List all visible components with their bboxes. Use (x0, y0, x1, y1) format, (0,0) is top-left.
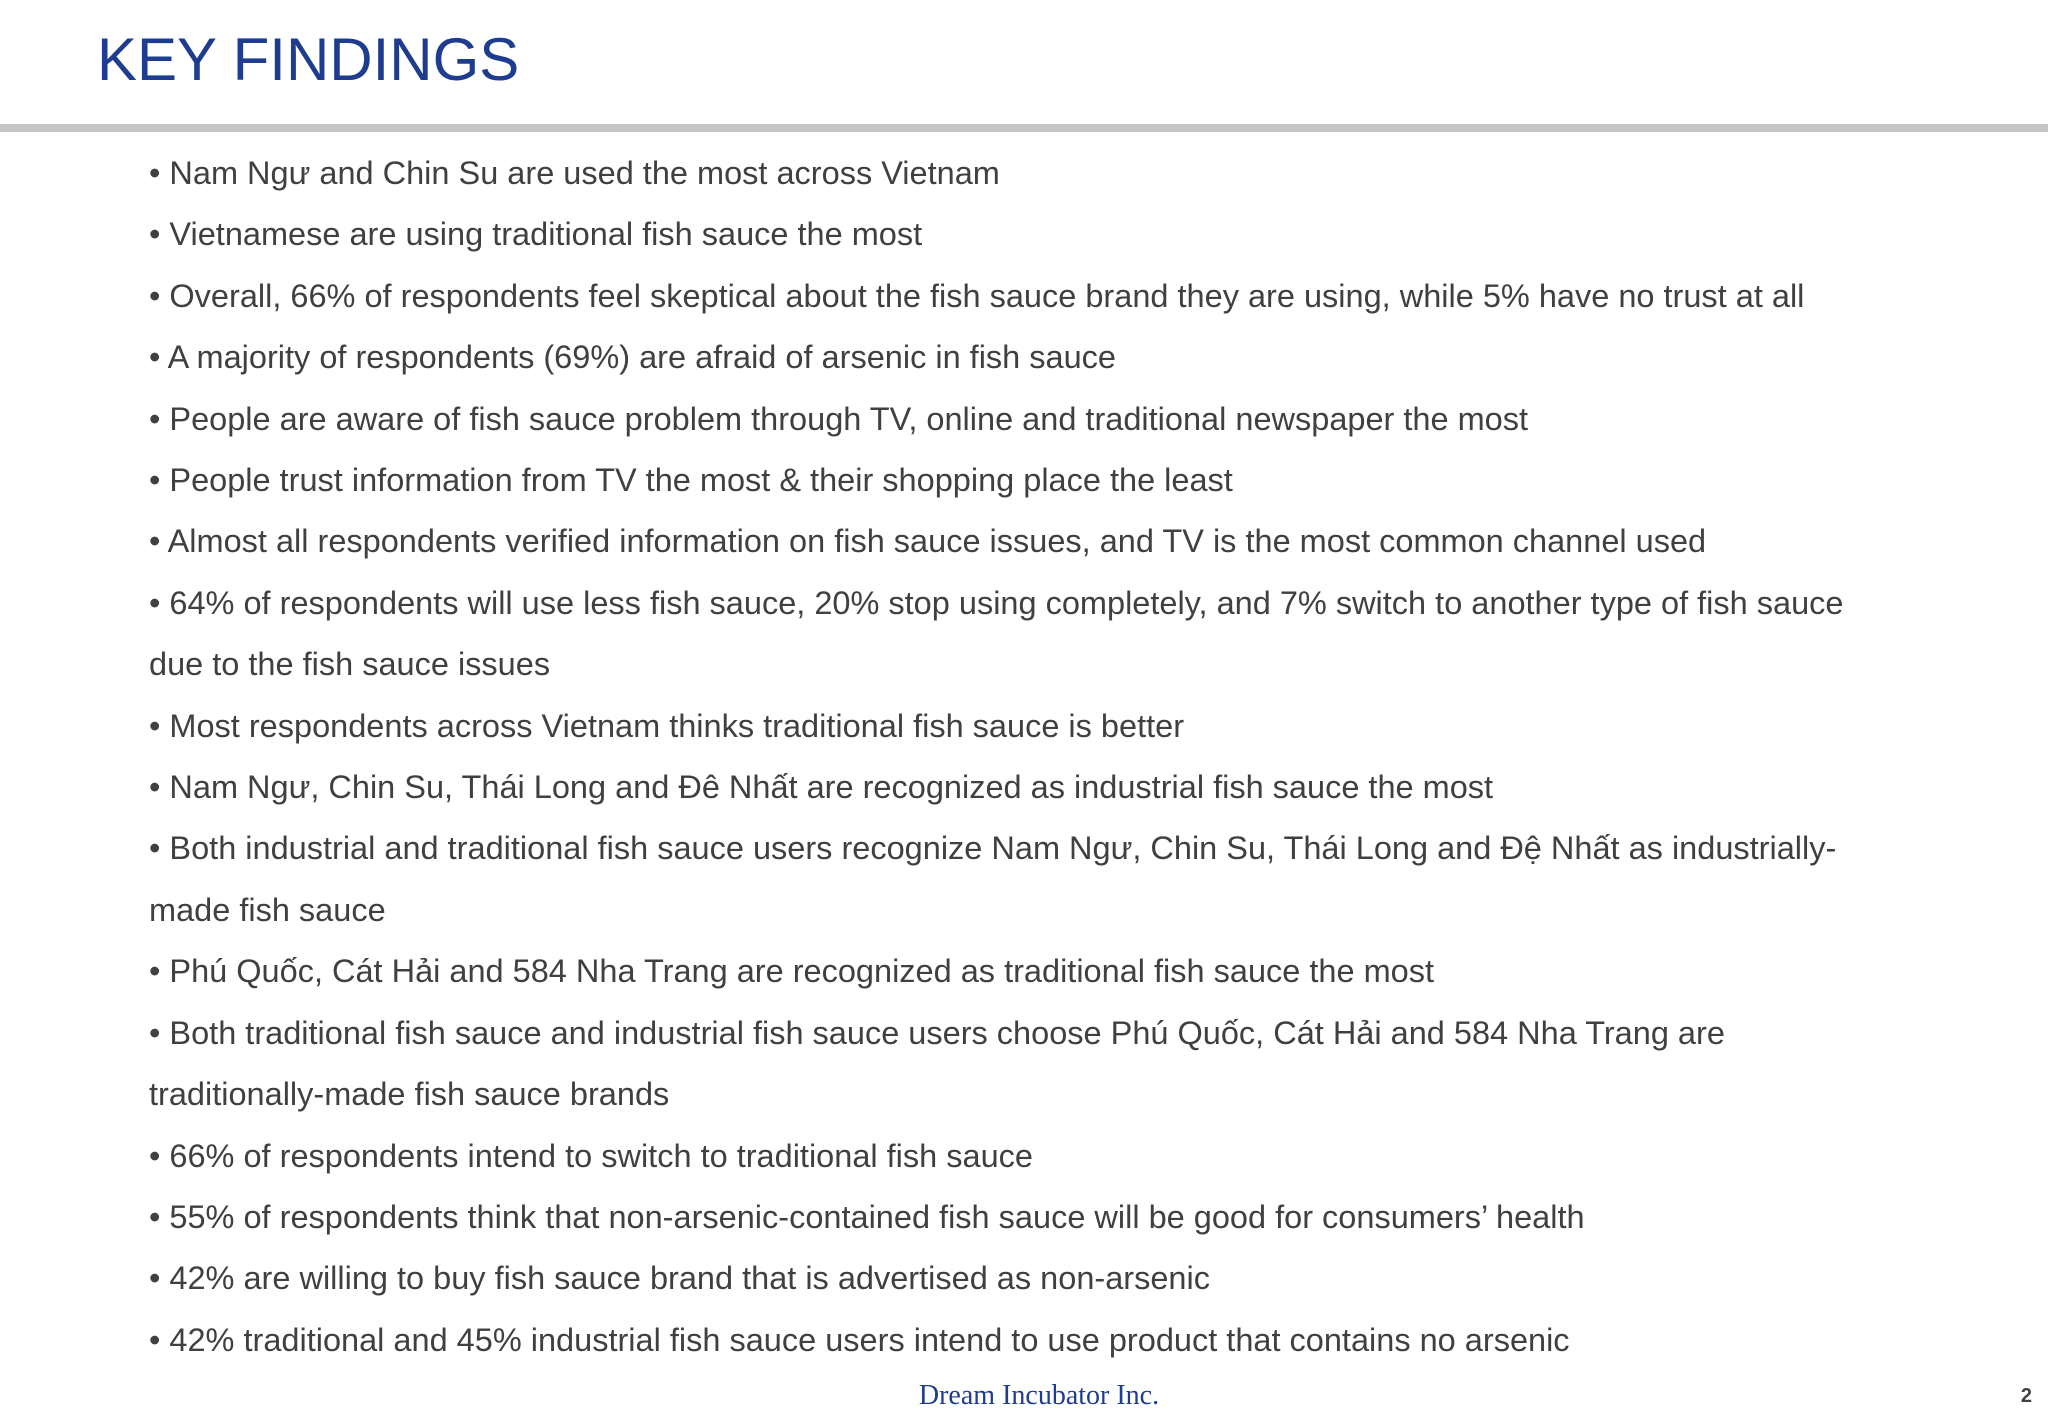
finding-line: • People are aware of fish sauce problem through TV, online and traditional newspaper the most (149, 400, 1529, 437)
finding-line: • Most respondents across Vietnam thinks traditional fish sauce is better (149, 707, 1185, 744)
finding-line: • Nam Ngư, Chin Su, Thái Long and Đê Nhất are recognized as industrial fish sauce the most (149, 769, 1494, 806)
finding-line: • Phú Quốc, Cát Hải and 584 Nha Trang are recognized as traditional fish sauce the most (149, 953, 1435, 990)
finding-line: • 42% are willing to buy fish sauce brand that is advertised as non-arsenic (149, 1260, 1210, 1297)
finding-line-continuation: traditionally-made fish sauce brands (149, 1076, 670, 1113)
finding-line: • People trust information from TV the most & their shopping place the least (149, 462, 1233, 499)
footer-brand: Dream Incubator Inc. (918, 1380, 1160, 1411)
finding-line: • 42% traditional and 45% industrial fish sauce users intend to use product that contains no arsenic (149, 1321, 1570, 1358)
finding-line: • Vietnamese are using traditional fish sauce the most (149, 216, 923, 253)
slide-title: KEY FINDINGS (97, 26, 520, 93)
finding-line: • Almost all respondents verified information on fish sauce issues, and TV is the most common channel used (149, 523, 1707, 560)
finding-line: • Both traditional fish sauce and industrial fish sauce users choose Phú Quốc, Cát Hải and 584 Nha Trang are (149, 1014, 1725, 1051)
finding-line-continuation: due to the fish sauce issues (149, 646, 551, 683)
page-number: 2 (2020, 1385, 2032, 1407)
title-divider (0, 124, 2048, 132)
findings-list (149, 143, 1949, 1371)
finding-line: • Nam Ngư and Chin Su are used the most across Vietnam (149, 155, 1000, 191)
finding-line: • 66% of respondents intend to switch to traditional fish sauce (149, 1137, 1033, 1174)
finding-line: • A majority of respondents (69%) are afraid of arsenic in fish sauce (149, 339, 1117, 376)
finding-line: • 55% of respondents think that non-arsenic-contained fish sauce will be good for consumers’ health (149, 1198, 1585, 1235)
finding-line-continuation: made fish sauce (149, 891, 386, 928)
finding-line: • 64% of respondents will use less fish sauce, 20% stop using completely, and 7% switch to another type of fish sauce (149, 584, 1844, 621)
finding-line: • Both industrial and traditional fish sauce users recognize Nam Ngư, Chin Su, Thái Long and Đệ Nhất as industrially- (149, 830, 1837, 867)
finding-line: • Overall, 66% of respondents feel skeptical about the fish sauce brand they are using, while 5% have no trust at all (149, 277, 1805, 314)
